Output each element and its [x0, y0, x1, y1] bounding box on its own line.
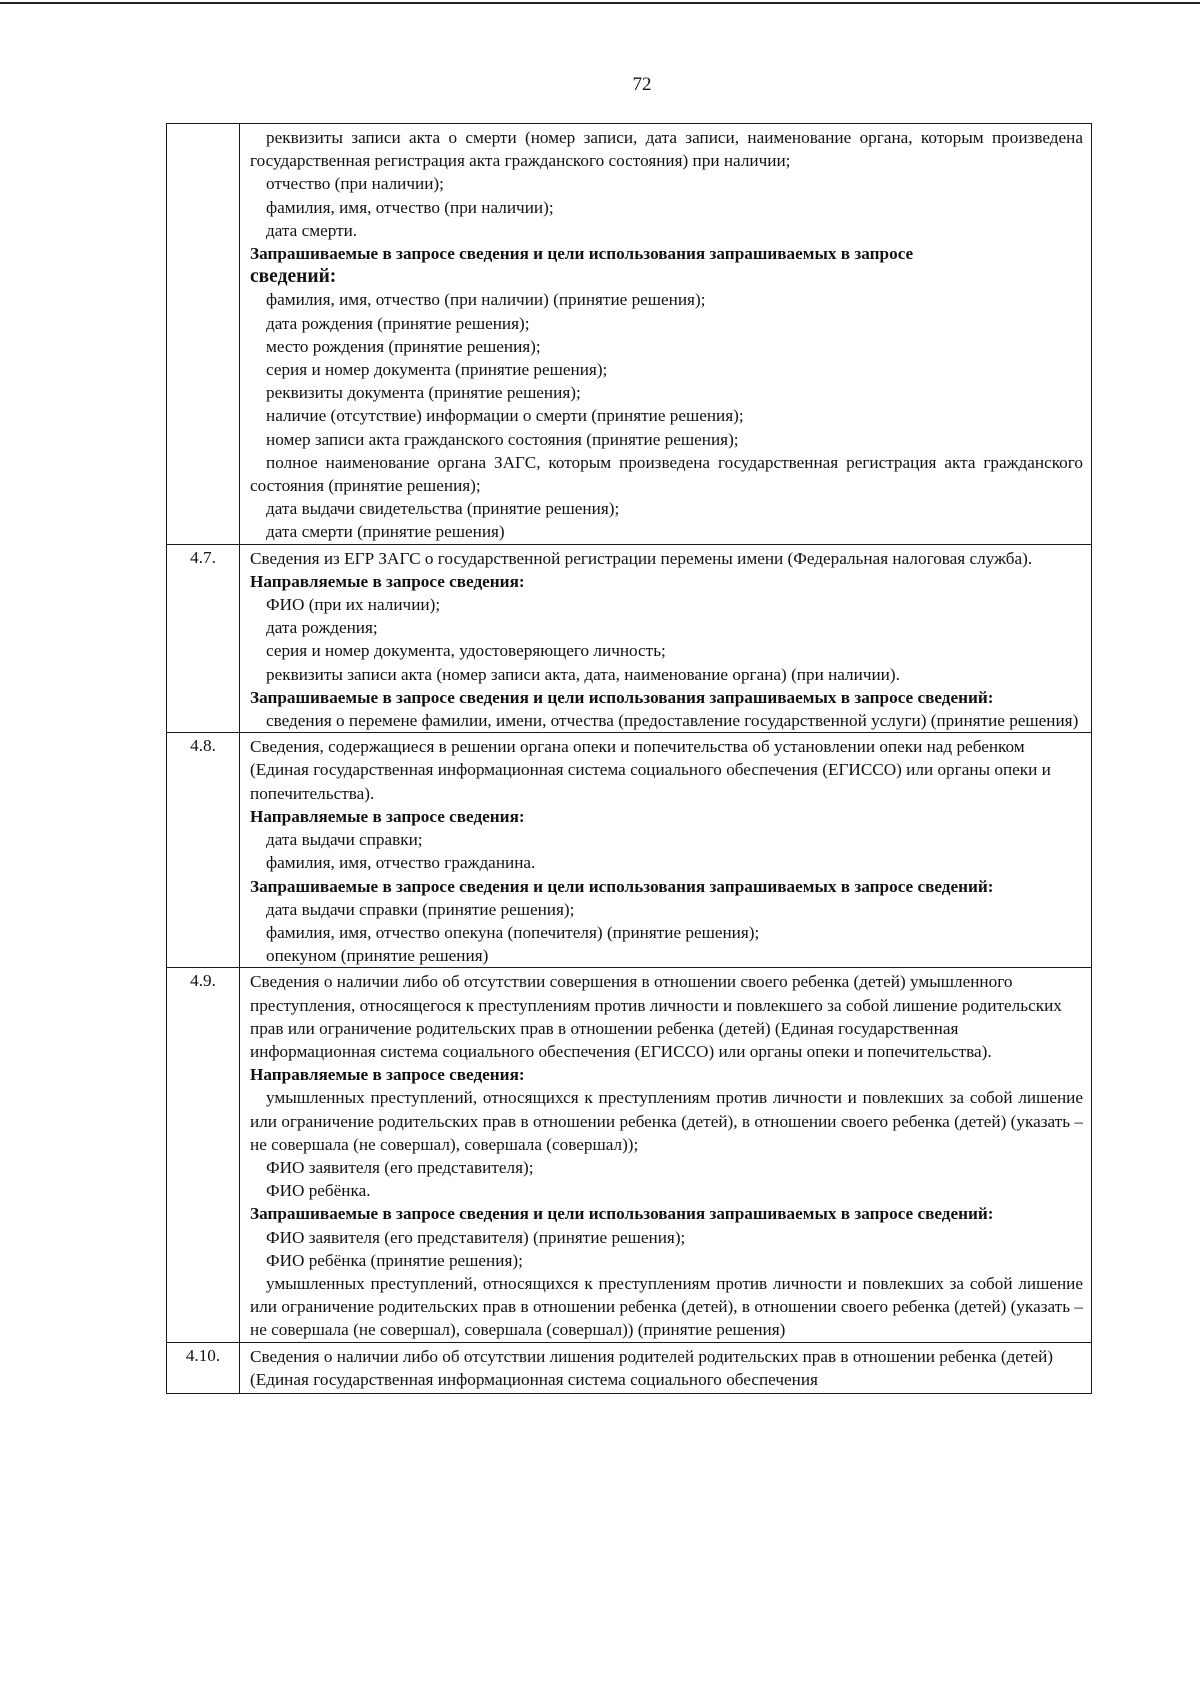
row-content-cell — [240, 1342, 1092, 1393]
table-row — [167, 733, 1092, 968]
text-line: серия и номер документа, удостоверяющего личность; — [266, 641, 666, 661]
text-line: номер записи акта гражданского состояния (принятие решения); — [266, 429, 739, 449]
requirements-table — [166, 123, 1092, 1394]
text-line: дата смерти. — [266, 220, 358, 240]
text-line: дата выдачи справки (принятие решения); — [266, 899, 575, 919]
row-intro: Сведения о наличии либо об отсутствии совершения в отношении своего ребенка (детей) умышленного преступления, относящегося к преступлениям против личности и повлекшего за собой лишение родительских прав или ограничение родительских прав в отношении ребенка (детей) (Единая государственная информационная система социального обеспечения (ЕГИССО) или органы опеки и попечительства). — [250, 972, 1062, 1061]
row-number-cell: 4.7. — [167, 544, 240, 733]
section-heading: Направляемые в запросе сведения: — [250, 1065, 525, 1085]
row-number-cell: 4.8. — [167, 733, 240, 968]
text-line: ФИО заявителя (его представителя); — [266, 1157, 534, 1177]
section-heading: Запрашиваемые в запросе сведения и цели использования запрашиваемых в запросе — [250, 244, 914, 264]
table-row — [167, 124, 1092, 545]
table-row — [167, 1342, 1092, 1393]
text-line: ФИО ребёнка (принятие решения); — [266, 1250, 523, 1270]
text-line: реквизиты документа (принятие решения); — [266, 383, 581, 403]
text-line: фамилия, имя, отчество опекуна (попечителя) (принятие решения); — [266, 922, 760, 942]
text-line: опекуном (принятие решения) — [266, 946, 489, 966]
row-intro: Сведения о наличии либо об отсутствии лишения родителей родительских прав в отношении ребенка (детей) (Единая государственная информационная система социального обеспечения — [250, 1346, 1054, 1389]
text-line: сведения о перемене фамилии, имени, отчества (предоставление государственной услуги) (принятие решения) — [266, 711, 1079, 731]
row-content-cell — [240, 968, 1092, 1342]
text-line: наличие (отсутствие) информации о смерти (принятие решения); — [266, 406, 744, 426]
text-line: умышленных преступлений, относящихся к преступлениям против личности и повлекших за собой лишение или ограничение родительских прав в отношении ребенка (детей), в отношении своего ребенка (детей) (указать – не совершала (не совершал), совершала (совершал)) (принятие решения) — [250, 1273, 1083, 1340]
text-line: дата смерти (принятие решения) — [266, 522, 505, 542]
text-line: ФИО заявителя (его представителя) (принятие решения); — [266, 1227, 686, 1247]
text-line: ФИО (при их наличии); — [266, 595, 441, 615]
text-line: дата рождения; — [266, 618, 378, 638]
row-number-cell — [167, 124, 240, 545]
text-line: место рождения (принятие решения); — [266, 336, 541, 356]
text-line: отчество (при наличии); — [266, 174, 444, 194]
row-intro: Сведения из ЕГР ЗАГС о государственной регистрации перемены имени (Федеральная налоговая служба). — [250, 548, 1033, 568]
text-line: дата рождения (принятие решения); — [266, 313, 530, 333]
text-line: умышленных преступлений, относящихся к преступлениям против личности и повлекших за собой лишение или ограничение родительских прав в отношении ребенка (детей), в отношении своего ребенка (детей) (указать – не совершала (не совершал), совершала (совершал)); — [250, 1088, 1083, 1154]
text-line: фамилия, имя, отчество (при наличии) (принятие решения); — [266, 290, 706, 310]
text-line: реквизиты записи акта о смерти (номер записи, дата записи, наименование органа, которым произведена государственная регистрация акта гражданского состояния) при наличии; — [250, 128, 1083, 171]
row-intro: Сведения, содержащиеся в решении органа опеки и попечительства об установлении опеки над ребенком (Единая государственная информационная система социального обеспечения (ЕГИССО) или органы опеки и попечительства). — [250, 737, 1051, 803]
row-number-cell: 4.9. — [167, 968, 240, 1342]
text-line: фамилия, имя, отчество (при наличии); — [266, 197, 554, 217]
section-heading: Запрашиваемые в запросе сведения и цели использования запрашиваемых в запросе сведений: — [250, 876, 994, 896]
text-line: реквизиты записи акта (номер записи акта, дата, наименование органа) (при наличии). — [266, 664, 900, 684]
text-line: ФИО ребёнка. — [266, 1181, 371, 1201]
text-line: серия и номер документа (принятие решения); — [266, 360, 608, 380]
section-heading: сведений: — [250, 266, 337, 288]
top-border-line — [0, 2, 1200, 4]
row-number-cell: 4.10. — [167, 1342, 240, 1393]
text-line: фамилия, имя, отчество гражданина. — [266, 853, 536, 873]
text-line: полное наименование органа ЗАГС, которым произведена государственная регистрация акта гражданского состояния (принятие решения); — [250, 452, 1083, 496]
row-content-cell — [240, 124, 1092, 545]
section-heading: Направляемые в запросе сведения: — [250, 571, 525, 591]
text-line: дата выдачи свидетельства (принятие решения); — [266, 499, 620, 519]
row-content-cell — [240, 544, 1092, 733]
text-line: дата выдачи справки; — [266, 830, 423, 850]
section-heading: Запрашиваемые в запросе сведения и цели использования запрашиваемых в запросе сведений: — [250, 687, 994, 707]
section-heading: Направляемые в запросе сведения: — [250, 806, 525, 826]
section-heading: Запрашиваемые в запросе сведения и цели использования запрашиваемых в запросе сведений: — [250, 1204, 994, 1224]
table-row — [167, 544, 1092, 733]
table-row — [167, 968, 1092, 1342]
row-content-cell — [240, 733, 1092, 968]
page-number: 72 — [632, 74, 652, 95]
